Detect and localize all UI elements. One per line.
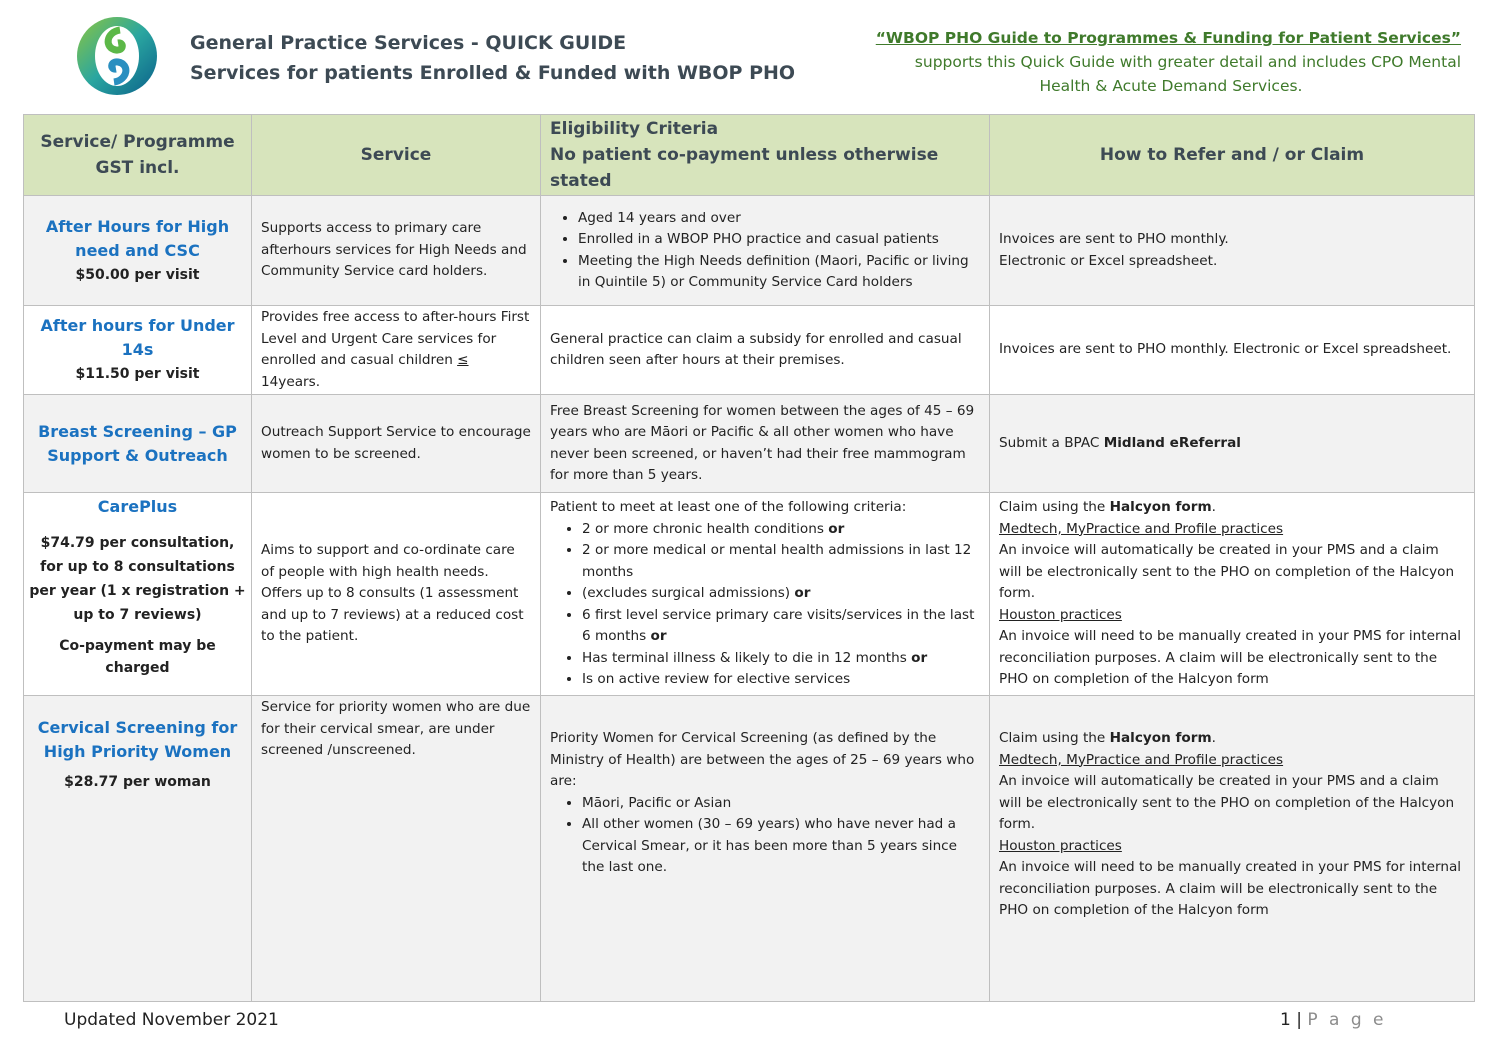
- programme-name: Cervical Screening for High Priority Women: [37, 718, 238, 761]
- eligibility-list: [550, 793, 980, 879]
- claim-cell: [990, 306, 1475, 395]
- reference-line-3: Health & Acute Demand Services.: [1039, 77, 1303, 95]
- text-segment: or: [911, 649, 928, 666]
- claim-line: [999, 728, 1465, 750]
- claim-cell: [990, 196, 1475, 306]
- text-segment: 14years.: [261, 373, 321, 390]
- eligibility-item: [582, 814, 980, 879]
- table-row: [24, 395, 1475, 493]
- eligibility-intro: General practice can claim a subsidy for enrolled and casual children seen after hours at their premises.: [550, 330, 962, 368]
- text-segment: .: [1211, 499, 1216, 516]
- copayment-note: Co-payment may be charged: [59, 638, 216, 676]
- page-number: 1: [1280, 1010, 1291, 1030]
- eligibility-cell: [541, 696, 990, 1002]
- eligibility-item: [578, 229, 980, 251]
- programme-cell: [24, 696, 252, 1002]
- text-segment: Is on active review for elective services: [582, 671, 851, 688]
- reference-line-2: supports this Quick Guide with greater detail and includes CPO Mental: [914, 53, 1461, 71]
- text-segment: Claim using the: [999, 499, 1110, 516]
- service-cell: [252, 395, 541, 493]
- claim-cell: [990, 493, 1475, 696]
- text-segment: Invoices are sent to PHO monthly. Electronic or Excel spreadsheet.: [999, 341, 1452, 358]
- text-segment: Aged 14 years and over: [578, 209, 741, 226]
- text-segment: Submit a BPAC: [999, 434, 1104, 451]
- service-cell: [252, 306, 541, 395]
- reference-guide-link[interactable]: “WBOP PHO Guide to Programmes & Funding for Patient Services”: [875, 29, 1461, 47]
- programme-name: After Hours for High need and CSC: [45, 216, 230, 260]
- header-service: Service: [252, 115, 541, 196]
- eligibility-item: [582, 793, 980, 815]
- header-eligibility-title: Eligibility Criteria: [550, 119, 719, 139]
- programme-cell: [24, 306, 252, 395]
- table-row: [24, 696, 1475, 1002]
- table-row: [24, 196, 1475, 306]
- claim-line: [999, 433, 1465, 455]
- title-line-2: Services for patients Enrolled & Funded with WBOP PHO: [190, 62, 796, 84]
- programme-cell: [24, 493, 252, 696]
- claim-cell: [990, 395, 1475, 493]
- claim-cell: [990, 696, 1475, 1002]
- text-segment: Aims to support and co-ordinate care of people with high health needs. Offers up to 8 consults (1 assessment and up to 7 reviews) at a reduced cost to the patient.: [261, 542, 524, 645]
- text-segment: or: [650, 628, 667, 645]
- claim-line: [999, 750, 1465, 772]
- text-segment: Houston practices: [999, 606, 1122, 623]
- eligibility-cell: [541, 306, 990, 395]
- wbop-pho-logo-icon: [76, 16, 158, 96]
- claim-line: [999, 251, 1465, 273]
- text-segment: Medtech, MyPractice and Profile practices: [999, 751, 1284, 768]
- header-programme: Service/ Programme GST incl.: [24, 115, 252, 196]
- text-segment: (excludes surgical admissions): [582, 585, 795, 602]
- text-segment: Outreach Support Service to encourage women to be screened.: [261, 424, 531, 462]
- updated-date: Updated November 2021: [64, 1010, 279, 1030]
- text-segment: Māori, Pacific or Asian: [582, 794, 732, 811]
- claim-line: [999, 540, 1465, 605]
- programme-name: After hours for Under 14s: [40, 316, 235, 359]
- programme-price: $28.77 per woman: [64, 774, 211, 790]
- text-segment: 2 or more chronic health conditions: [582, 520, 829, 537]
- claim-line: [999, 836, 1465, 858]
- text-segment: or: [794, 585, 811, 602]
- eligibility-item: [582, 669, 980, 691]
- text-segment: Enrolled in a WBOP PHO practice and casual patients: [578, 231, 939, 247]
- text-segment: 2 or more medical or mental health admissions in last 12 months: [582, 542, 972, 580]
- reference-note: [861, 26, 1461, 98]
- text-segment: Claim using the: [999, 730, 1110, 746]
- table-row: [24, 306, 1475, 395]
- text-segment: 6 first level service primary care visits/services in the last 6 months: [582, 606, 975, 645]
- text-segment: Supports access to primary care afterhours services for High Needs and Community Service card holders.: [261, 220, 527, 280]
- programme-name: CarePlus: [97, 497, 178, 516]
- service-cell: [252, 493, 541, 696]
- eligibility-intro: Free Breast Screening for women between the ages of 45 – 69 years who are Māori or Pacific & all other women who have never been screened, or haven’t had their free mammogram for more than 5 years.: [550, 402, 975, 483]
- text-segment: An invoice will need to be manually created in your PMS for internal reconciliation purposes. A claim will be electronically sent to the PHO on completion of the Halcyon form: [999, 628, 1462, 688]
- claim-line: [999, 605, 1465, 627]
- text-segment: Midland eReferral: [1103, 434, 1241, 451]
- claim-line: [999, 229, 1465, 251]
- text-segment: ≤: [457, 352, 469, 368]
- eligibility-list: [550, 208, 980, 294]
- services-table: [23, 114, 1475, 1002]
- eligibility-cell: [541, 196, 990, 306]
- text-segment: Invoices are sent to PHO monthly.: [999, 231, 1229, 247]
- programme-cell: [24, 196, 252, 306]
- programme-price: $74.79 per consultation, for up to 8 consultations per year (1 x registration + up to 7 reviews): [29, 535, 246, 623]
- eligibility-intro: Patient to meet at least one of the following criteria:: [550, 499, 907, 516]
- claim-line: [999, 519, 1465, 541]
- service-cell: [252, 696, 541, 1002]
- header-eligibility-subtitle: No patient co-payment unless otherwise stated: [550, 145, 939, 191]
- text-segment: Provides free access to after-hours First Level and Urgent Care services for enrolled and casual children: [261, 309, 530, 368]
- claim-line: [999, 771, 1465, 836]
- table-row: [24, 493, 1475, 696]
- claim-line: [999, 626, 1465, 691]
- document-title: [190, 28, 795, 88]
- text-segment: All other women (30 – 69 years) who have never had a Cervical Smear, or it has been more than 5 years since the last one.: [582, 816, 958, 875]
- eligibility-item: [582, 648, 980, 670]
- eligibility-item: [578, 251, 980, 294]
- programme-cell: [24, 395, 252, 493]
- programme-price: $11.50 per visit: [75, 366, 200, 382]
- service-cell: [252, 196, 541, 306]
- text-segment: Service for priority women who are due for their cervical smear, are under screened /unscreened.: [261, 699, 531, 758]
- text-segment: .: [1211, 730, 1216, 746]
- claim-line: [999, 339, 1465, 361]
- page-indicator: 1 | P a g e: [1280, 1010, 1387, 1030]
- header-claim: How to Refer and / or Claim: [990, 115, 1475, 196]
- eligibility-cell: [541, 493, 990, 696]
- programme-price: $50.00 per visit: [75, 266, 200, 283]
- eligibility-item: [582, 519, 980, 541]
- page-label: P a g e: [1307, 1010, 1387, 1030]
- eligibility-list: [550, 519, 980, 691]
- text-segment: An invoice will automatically be created in your PMS and a claim will be electronically sent to the PHO on completion of the Halcyon form.: [999, 542, 1455, 602]
- text-segment: An invoice will need to be manually created in your PMS for internal reconciliation purposes. A claim will be electronically sent to the PHO on completion of the Halcyon form: [999, 859, 1462, 918]
- text-segment: Has terminal illness & likely to die in 12 months: [582, 649, 912, 666]
- text-segment: An invoice will automatically be created in your PMS and a claim will be electronically sent to the PHO on completion of the Halcyon form.: [999, 773, 1455, 832]
- programme-name: Breast Screening – GP Support & Outreach: [38, 421, 237, 465]
- header-eligibility: [541, 115, 990, 196]
- text-segment: Halcyon form: [1109, 730, 1212, 746]
- title-line-1: General Practice Services - QUICK GUIDE: [190, 32, 627, 54]
- text-segment: Houston practices: [999, 837, 1122, 854]
- text-segment: Medtech, MyPractice and Profile practices: [999, 520, 1284, 537]
- text-segment: Electronic or Excel spreadsheet.: [999, 252, 1218, 269]
- eligibility-cell: [541, 395, 990, 493]
- eligibility-intro: Priority Women for Cervical Screening (as defined by the Ministry of Health) are between the ages of 25 – 69 years who are:: [550, 730, 975, 789]
- text-segment: Halcyon form: [1109, 499, 1212, 516]
- eligibility-item: [578, 208, 980, 230]
- claim-line: [999, 497, 1465, 519]
- eligibility-item: [582, 583, 980, 605]
- text-segment: Meeting the High Needs definition (Maori, Pacific or living in Quintile 5) or Community Service Card holders: [578, 252, 969, 290]
- text-segment: or: [828, 520, 845, 537]
- eligibility-item: [582, 540, 980, 583]
- table-header-row: [24, 115, 1475, 196]
- claim-line: [999, 857, 1465, 922]
- eligibility-item: [582, 605, 980, 648]
